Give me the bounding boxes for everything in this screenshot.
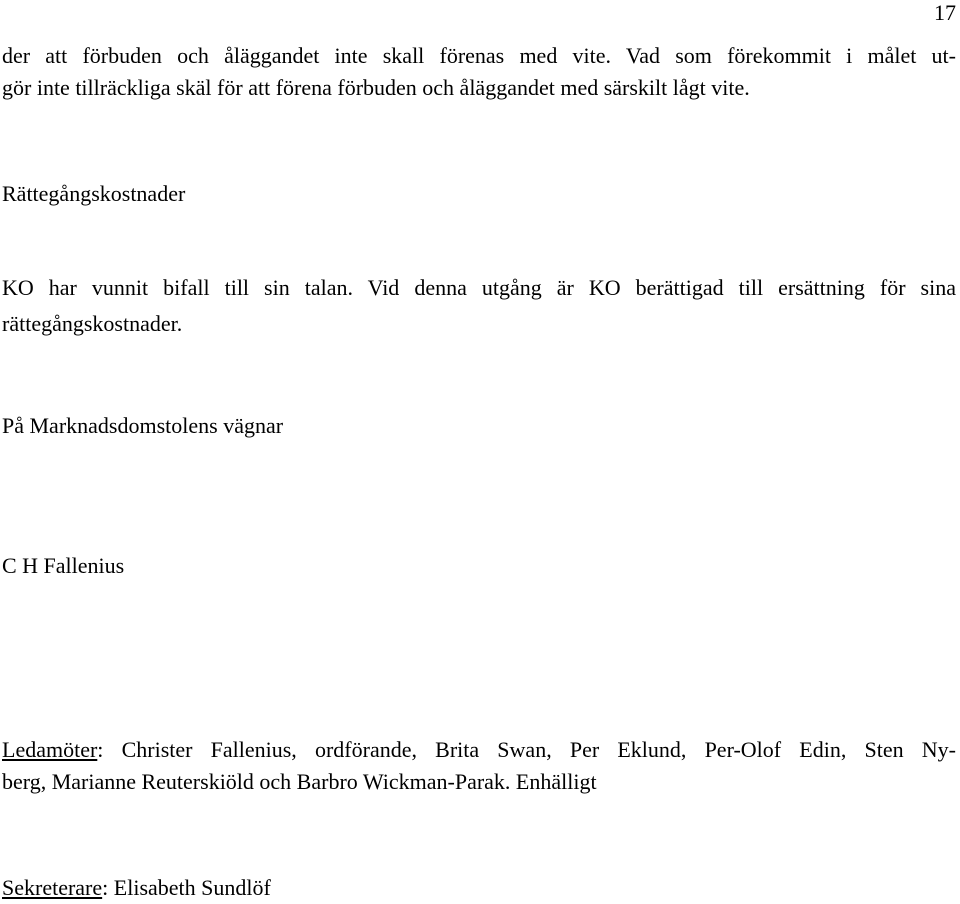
ruling-line-2: rättegångskostnader.	[2, 311, 183, 336]
intro-line-2: gör inte tillräckliga skäl för att förena förbuden och åläggandet med särskilt lågt vite.	[2, 75, 750, 100]
ruling-line-1: KO har vunnit bifall till sin talan. Vid denna utgång är KO berättigad till ersättning för sina	[2, 275, 956, 300]
signoff-text: På Marknadsdomstolens vägnar	[2, 413, 284, 438]
secretary-name: Elisabeth Sundlöf	[108, 875, 271, 900]
ruling-paragraph	[2, 270, 956, 342]
secretary-line	[2, 872, 956, 904]
section-heading: Rättegångskostnader	[2, 181, 186, 206]
page-number: 17	[934, 0, 956, 25]
members-line-1	[2, 734, 956, 766]
secretary-separator: :	[102, 875, 109, 900]
signer-name: C H Fallenius	[2, 553, 125, 578]
members-line-2: berg, Marianne Reuterskiöld och Barbro Wickman-Parak. Enhälligt	[2, 769, 597, 794]
intro-line-1: der att förbuden och åläggandet inte skall förenas med vite. Vad som förekommit i målet ut-	[2, 43, 956, 68]
secretary-label: Sekreterare	[2, 875, 103, 900]
members-separator: :	[97, 737, 104, 762]
intro-paragraph	[2, 40, 956, 104]
members-label: Ledamöter	[2, 737, 98, 762]
members-line-1-text: Christer Fallenius, ordförande, Brita Swan, Per Eklund, Per-Olof Edin, Sten Ny-	[103, 737, 956, 762]
members-paragraph	[2, 734, 956, 798]
